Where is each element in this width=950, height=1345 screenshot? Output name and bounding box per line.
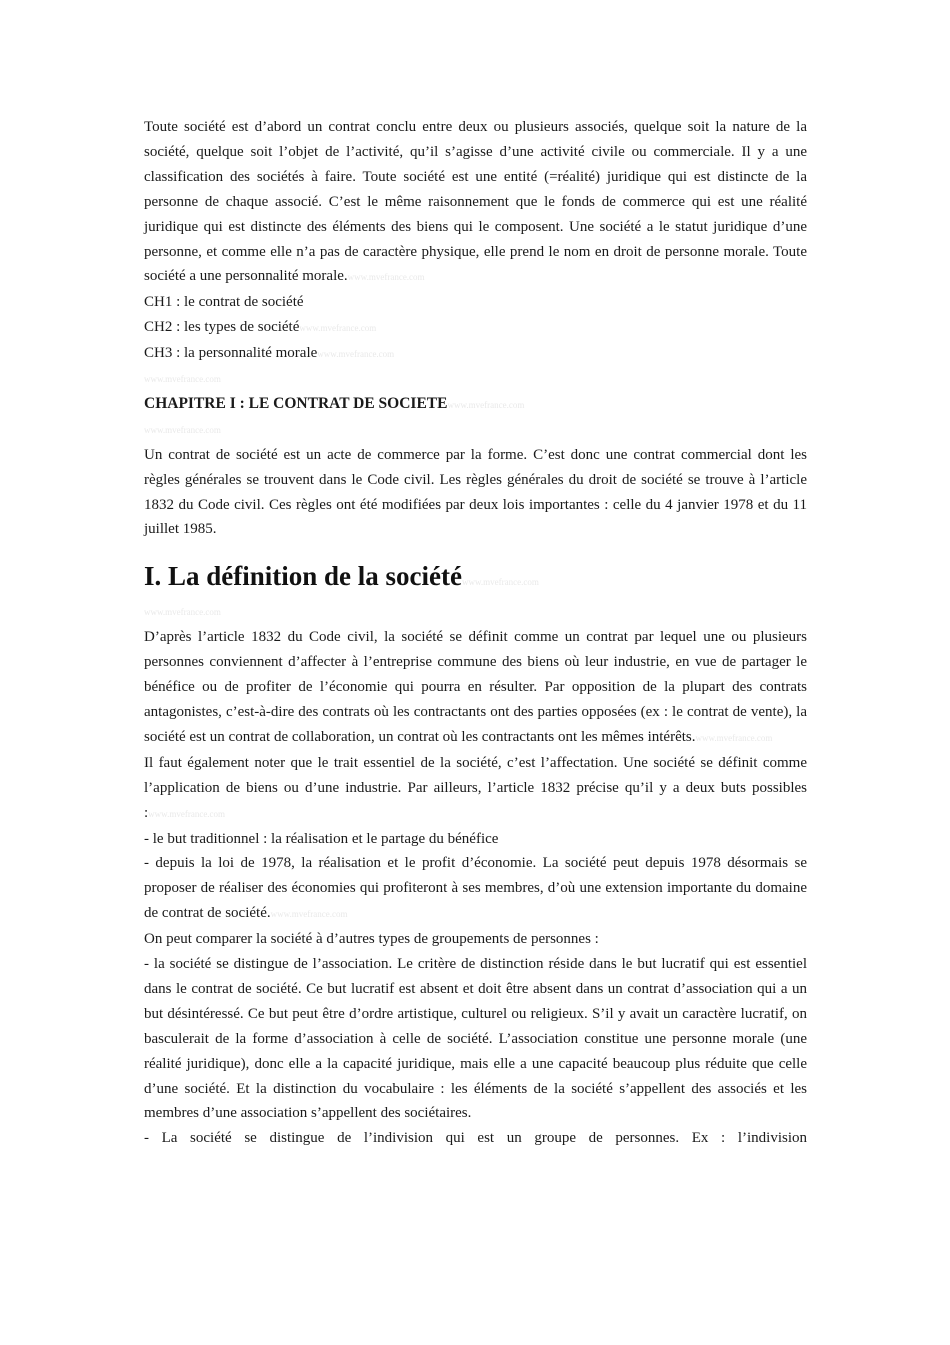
chapter-heading-text: CHAPITRE I : LE CONTRAT DE SOCIETE	[144, 394, 448, 412]
section-paragraph: - le but traditionnel : la réalisation et le partage du bénéfice	[144, 830, 499, 847]
section-paragraph: - la société se distingue de l’association. Le critère de distinction réside dans le but lucratif qui est essentiel dans le contrat de société. Ce but lucratif est absent et doit être absent dans un contrat d’association qui a un but désintéressé. Ce but peut être d’ordre artistique, culturel ou religieux. S’il y avait un caractère lucratif, on basculerait de la forme d’association à celle de société. L’association constitue une personne morale (une réalité juridique), donc elle a la capacité juridique, mais elle a une capacité beaucoup plus réduite que celle d’une société. Et la distinction du vocabulaire : les éléments de la société s’appellent des associés et les membres d’une association s’appellent des sociétaires.	[144, 956, 807, 1122]
watermark: www.mvefrance.com	[270, 909, 348, 920]
chapter-heading	[144, 392, 807, 418]
watermark: www.mvefrance.com	[462, 577, 539, 588]
watermark: www.mvefrance.com	[144, 424, 221, 435]
chapter-list-item	[144, 341, 807, 367]
document-body	[144, 115, 807, 1151]
section-text: D’après l’article 1832 du Code civil, la société se définit comme un contrat par lequel une ou plusieurs personnes conviennent d’affecter à l’entreprise commune des biens où leur industrie, en vue de partager le bénéfice ou de profiter de l’économie qui pourra en résulter. Par opposition de la plupart des contrats antagonistes, c’est-à-dire des contrats où les contractants ont des parties opposées (ex : le contrat de vente), la société est un contrat de collaboration, un contrat où les contractants ont les mêmes intérêts.	[144, 629, 807, 745]
watermark: www.mvefrance.com	[317, 349, 395, 360]
chapter-list-text: CH2 : les types de société	[144, 319, 300, 336]
section-paragraph	[144, 751, 807, 827]
chapter-list-text: CH3 : la personnalité morale	[144, 345, 318, 362]
watermark: www.mvefrance.com	[144, 374, 221, 385]
section-text: Il faut également noter que le trait essentiel de la société, c’est l’affectation. Une société se définit comme l’application de biens ou d’une industrie. Par ailleurs, l’article 1832 précise qu’il y a deux buts possibles :	[144, 754, 807, 821]
chapter-list-item	[144, 315, 807, 341]
chapter-list-item: CH1 : le contrat de société	[144, 294, 304, 311]
watermark: www.mvefrance.com	[695, 732, 773, 743]
section-paragraph	[144, 851, 807, 927]
watermark: www.mvefrance.com	[148, 808, 226, 819]
watermark: www.mvefrance.com	[299, 323, 377, 334]
section-paragraph	[144, 625, 807, 751]
watermark: www.mvefrance.com	[447, 399, 525, 410]
section-text: - depuis la loi de 1978, la réalisation et le profit d’économie. La société peut depuis 1978 désormais se proposer de réaliser des économies qui profiteront à ses membres, d’où une extension importante du domaine de contrat de société.	[144, 855, 807, 922]
intro-paragraph	[144, 115, 807, 290]
section-title	[144, 556, 807, 596]
watermark: www.mvefrance.com	[347, 272, 425, 283]
chapter-intro-paragraph: Un contrat de société est un acte de commerce par la forme. C’est donc une contrat commercial dont les règles générales se trouvent dans le Code civil. Les règles générales du droit de société se trouve à l’article 1832 du Code civil. Ces règles ont été modifiées par deux lois importantes : celle du 4 janvier 1978 et du 11 juillet 1985.	[144, 446, 807, 538]
section-title-text: I. La définition de la société	[144, 561, 462, 592]
section-paragraph: - La société se distingue de l’indivision qui est un groupe de personnes. Ex : l’indivision	[144, 1130, 807, 1147]
intro-text: Toute société est d’abord un contrat conclu entre deux ou plusieurs associés, quelque soit la nature de la société, quelque soit l’objet de l’activité, qu’il s’agisse d’une activité civile ou commerciale. Il y a une classification des sociétés à faire. Toute société est une entité (=réalité) juridique qui est distincte de la personne de chaque associé. C’est le même raisonnement que le fonds de commerce qui est une réalité juridique qui est distincte des éléments des biens qui le composent. Une société a le statut juridique d’une personne, et comme elle n’a pas de caractère physique, elle prend le nom en droit de personne morale. Toute société a une personnalité morale.	[144, 119, 807, 285]
watermark: www.mvefrance.com	[144, 607, 221, 618]
section-paragraph: On peut comparer la société à d’autres types de groupements de personnes :	[144, 931, 599, 948]
